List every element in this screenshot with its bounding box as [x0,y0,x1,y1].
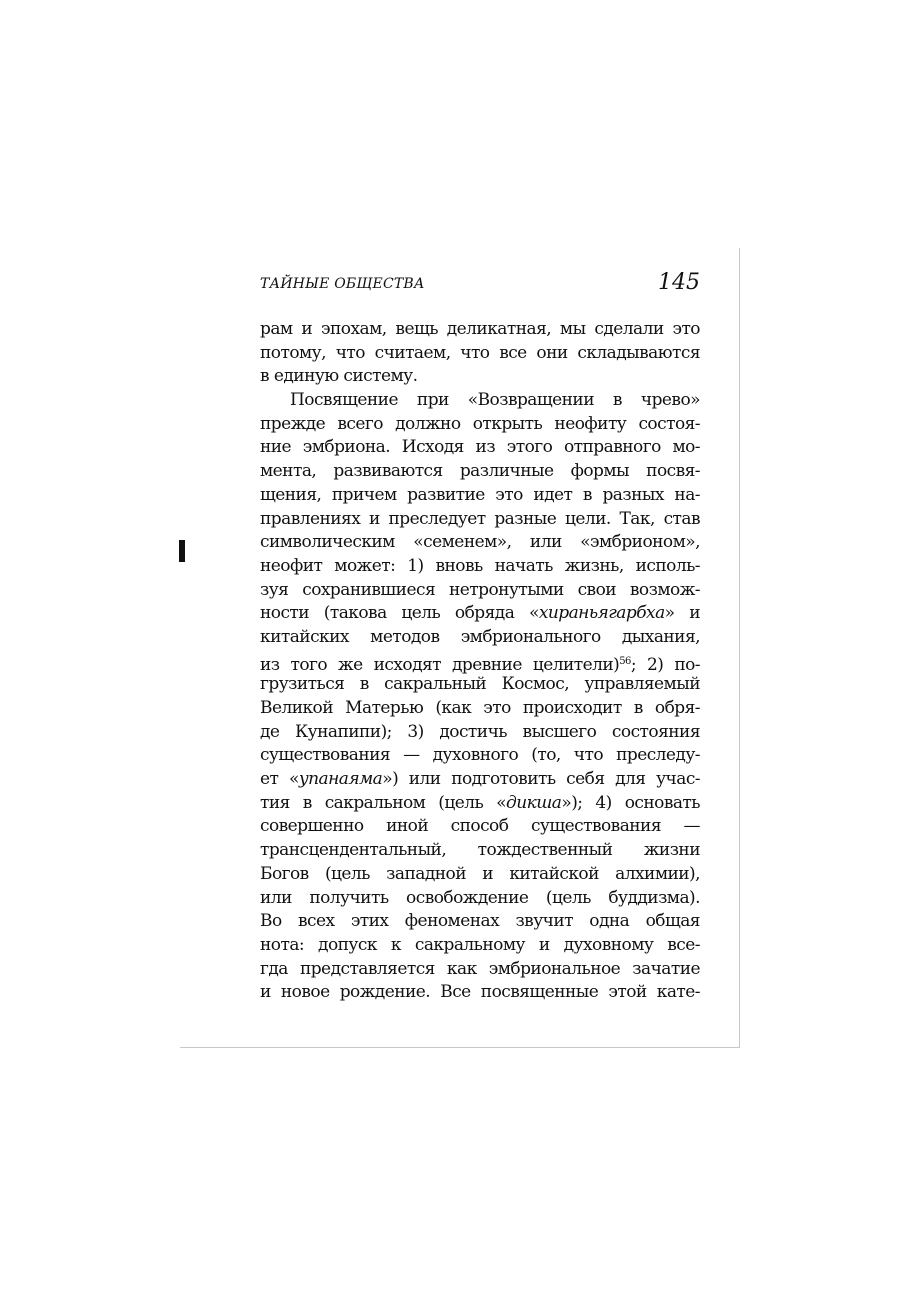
text-segment: ности (такова цель обряда « [260,603,539,624]
text-line: китайских методов эмбрионального дыхания, [260,626,700,647]
text-line: ние эмбриона. Исходя из этого отправного мо- [260,437,700,458]
text-line [260,602,700,626]
italic-term: хираньягарбха [538,603,665,624]
text-line: зуя сохранившиеся нетронутыми свои возмож- [260,579,700,600]
italic-term: упанаяма [298,769,383,790]
margin-bracket-mark [179,540,185,562]
text-segment: » и [664,603,700,624]
footnote-ref: 56 [619,655,631,667]
running-title: ТАЙНЫЕ ОБЩЕСТВА [260,276,425,292]
text-line: потому, что считаем, что все они складываются [260,342,700,363]
text-line: Великой Матерью (как это происходит в обря- [260,698,700,718]
page-number: 145 [658,270,700,295]
text-line [260,768,700,792]
running-head [260,270,700,300]
text-line: грузиться в сакральный Космос, управляемый [260,674,700,695]
text-line: рам и эпохам, вещь деликатная, мы сделали это [260,319,700,339]
text-line: неофит может: 1) вновь начать жизнь, исполь- [260,555,700,576]
text-line: де Кунапипи); 3) достичь высшего состояния [260,721,700,742]
text-line: Посвящение при «Возвращении в чрево» [290,390,700,411]
text-line: правлениях и преследует разные цели. Так, став [260,508,700,529]
text-line: Во всех этих феноменах звучит одна общая [260,911,700,932]
text-line: или получить освобождение (цель буддизма). [260,887,700,908]
italic-term: дикша [506,792,562,813]
text-line: Богов (цель западной и китайской алхимии), [260,863,700,884]
text-line [260,792,700,816]
text-segment: ») или подготовить себя для учас- [382,769,700,790]
text-line: гда представляется как эмбриональное зачатие [260,958,700,979]
text-line: символическим «семенем», или «эмбрионом», [260,532,700,553]
text-line: в единую систему. [260,366,418,387]
text-line: нота: допуск к сакральному и духовному все- [260,934,700,955]
text-line: и новое рождение. Все посвященные этой кате- [260,982,700,1003]
text-line: трансцендентальный, тождественный жизни [260,840,700,861]
text-segment: ет « [260,769,299,790]
text-line: щения, причем развитие это идет в разных на- [260,484,700,505]
text-line [260,650,700,674]
body-text [260,318,700,1005]
text-segment: из того же исходят древние целители) [260,654,620,675]
text-segment: ; 2) по- [630,654,700,675]
text-line: мента, развиваются различные формы посвя- [260,461,700,482]
text-segment: тия в сакральном (цель « [260,792,506,813]
text-line: прежде всего должно открыть неофиту состоя- [260,413,700,434]
text-segment: »); 4) основать [561,792,700,813]
text-line: существования — духовного (то, что преследу- [260,745,700,766]
text-line: совершенно иной способ существования — [260,816,700,837]
